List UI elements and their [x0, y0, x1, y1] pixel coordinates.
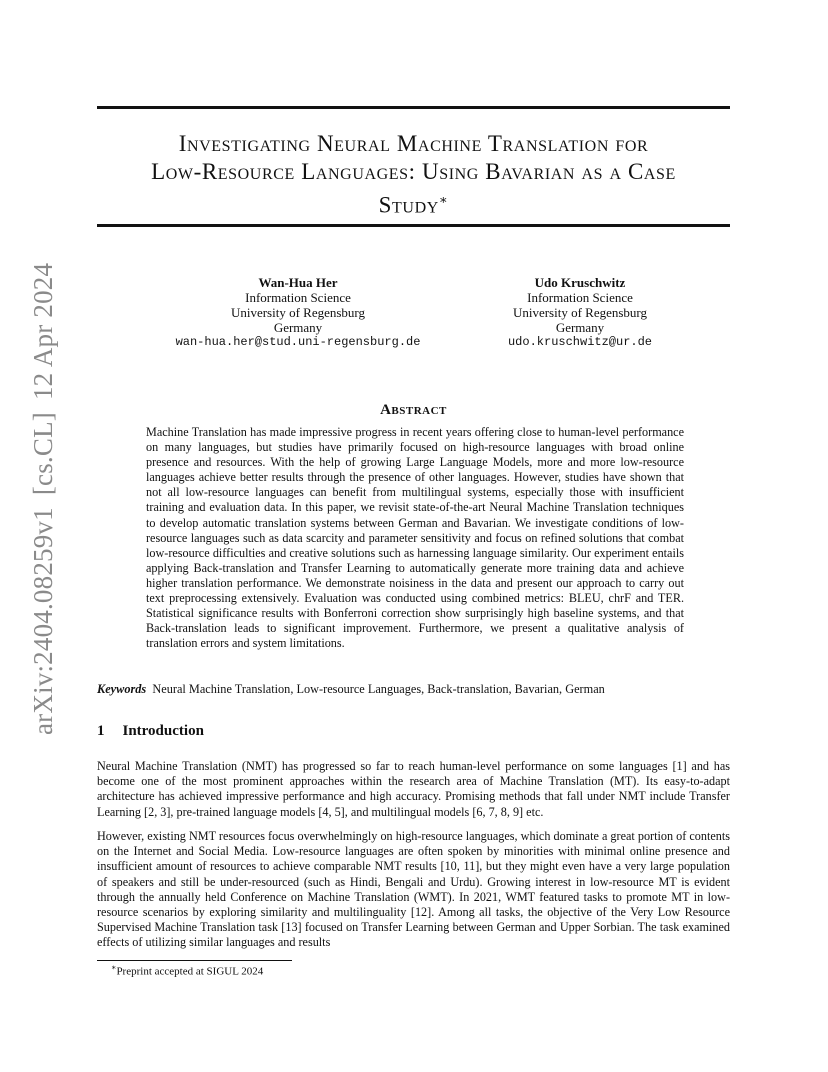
author-block-1: [168, 275, 428, 350]
arxiv-date: 12 Apr 2024: [28, 262, 58, 401]
author-department: Information Science: [527, 290, 633, 305]
section-title: Introduction: [122, 723, 204, 739]
title-footnote-marker: ∗: [438, 192, 449, 207]
author-department: Information Science: [245, 290, 351, 305]
author-email[interactable]: udo.kruschwitz@ur.de: [507, 335, 653, 349]
author-name: Udo Kruschwitz: [534, 275, 626, 290]
author-university: University of Regensburg: [512, 305, 648, 320]
intro-paragraph-2: However, existing NMT resources focus overwhelmingly on high-resource languages, which dominate a great portion of contents on the Internet and Social Media. Low-resource languages are often spoken by minorities with minimal online presence and insufficient amount of resources to achieve comparable NMT results [10, 11], but they might even have a very large population of speakers and still be under-resourced (such as Hindi, Bengali and Urdu). Growing interest in low-resource MT is evident through the annually held Conference on Machine Translation (WMT). In 2021, WMT featured tasks to promote MT in low-resource scenarios by exploring similarity and multilinguality [12]. Among all tasks, the objective of the Very Low Resource Supervised Machine Translation task [13] focused on Transfer Learning between German and Upper Sorbian. The task examined effects of utilizing similar languages and results: [97, 829, 730, 950]
section-number: 1: [97, 723, 105, 739]
abstract-heading: Abstract: [380, 402, 447, 418]
keywords-text: Neural Machine Translation, Low-resource Languages, Back-translation, Bavarian, German: [152, 682, 605, 696]
abstract-text: Machine Translation has made impressive progress in recent years offering close to human-level performance on many languages, but studies have primarily focused on high-resource languages with broad online presence and resources. With the help of growing Large Language Models, more and more low-resource languages achieve better results through the presence of other languages. However, studies have shown that not all low-resource languages can benefit from multilingual systems, especially those with insufficient training and evaluation data. In this paper, we revisit state-of-the-art Neural Machine Translation techniques to develop automatic translation systems between German and Bavarian. We investigate conditions of low-resource languages such as data scarcity and parameter sensitivity and focus on refined solutions that combat low-resource difficulties and creative solutions such as harnessing language similarity. Our experiment entails applying Back-translation and Transfer Learning to automatically generate more training data and achieve higher translation performance. We demonstrate noisiness in the data and present our approach to carry out text preprocessing extensively. Evaluation was conducted using combined metrics: BLEU, chrF and TER. Statistical significance results with Bonferroni correction show surprisingly high baseline systems, and that Back-translation leads to significant improvement. Furthermore, we present a qualitative analysis of translation errors and system limitations.: [146, 425, 684, 651]
section-heading-introduction: [97, 723, 204, 740]
footnote-marker: ∗: [111, 963, 117, 972]
title-line-3: Study∗: [378, 192, 449, 218]
author-country: Germany: [555, 320, 605, 335]
footnote: [111, 963, 263, 978]
footnote-rule: [97, 960, 292, 961]
title-line-1: Investigating Neural Machine Translation for: [178, 131, 649, 156]
arxiv-id: arXiv:2404.08259v1: [28, 507, 58, 735]
arxiv-category: [cs.CL]: [28, 412, 58, 496]
title-top-rule: [97, 106, 730, 109]
paper-title: [97, 130, 730, 220]
author-block-2: [480, 275, 680, 350]
footnote-text: Preprint accepted at SIGUL 2024: [116, 965, 264, 978]
arxiv-identifier-stamp: [28, 251, 59, 735]
title-bottom-rule: [97, 224, 730, 227]
title-line-2: Low-Resource Languages: Using Bavarian as a Case: [151, 159, 676, 184]
intro-paragraph-1: Neural Machine Translation (NMT) has progressed so far to reach human-level performance on some languages [1] and has become one of the most prominent approaches within the research area of Machine Translation (MT). Its easy-to-adapt architecture has achieved impressive performance and high accuracy. Promising methods that fall under NMT include Transfer Learning [2, 3], pre-trained language models [4, 5], and multilingual models [6, 7, 8, 9] etc.: [97, 759, 730, 819]
author-university: University of Regensburg: [230, 305, 366, 320]
keywords-label: Keywords: [97, 682, 147, 696]
author-name: Wan-Hua Her: [258, 275, 338, 290]
keywords-line: [97, 682, 737, 697]
author-email[interactable]: wan-hua.her@stud.uni-regensburg.de: [175, 335, 421, 349]
author-country: Germany: [273, 320, 323, 335]
